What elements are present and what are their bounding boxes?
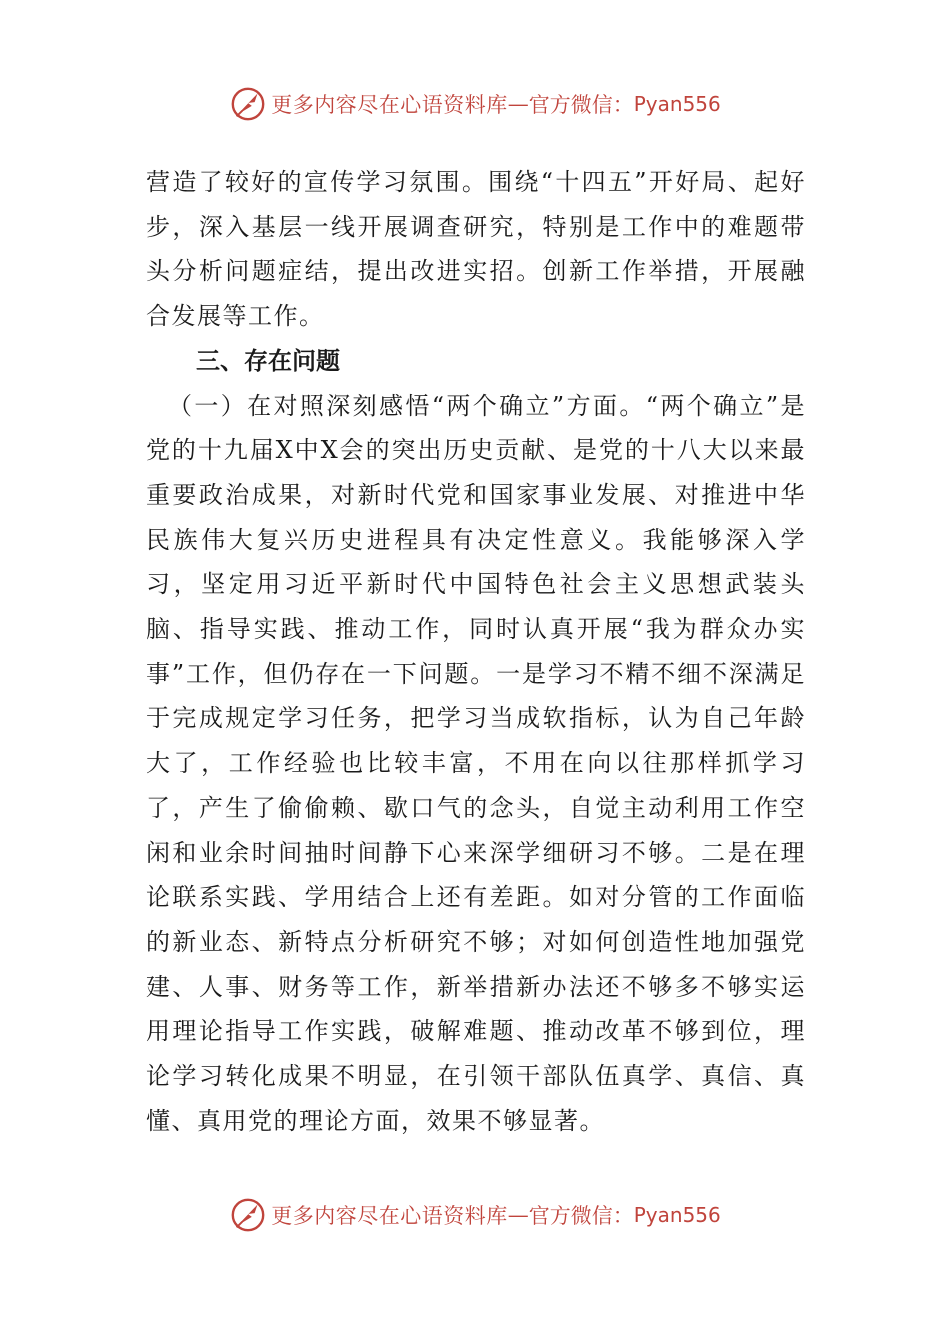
brand-text: 更多内容尽在心语资料库 — [271, 1204, 508, 1228]
feather-pen-logo-icon — [229, 1196, 267, 1234]
document-body — [146, 160, 806, 1143]
section-heading-3: 三、存在问题 — [196, 346, 340, 375]
brand-dash: — — [507, 1203, 529, 1227]
brand-dash: — — [507, 92, 529, 116]
header-banner — [0, 82, 950, 126]
wechat-label: 官方微信： — [528, 1204, 634, 1228]
wechat-id: Pyan556 — [633, 92, 721, 116]
paragraph-2: （一）在对照深刻感悟“两个确立”方面。“两个确立”是党的十九届X中X会的突出历史贡献、是党的十八大以来最重要政治成果，对新时代党和国家事业发展、对推进中华民族伟大复兴历史进程具有决定性意义。我能够深入学习，坚定用习近平新时代中国特色社会主义思想武装头脑、指导实践、推动工作，同时认真开展“我为群众办实事”工作，但仍存在一下问题。一是学习不精不细不深满足于完成规定学习任务，把学习当成软指标，认为自己年龄大了，工作经验也比较丰富，不用在向以往那样抓学习了，产生了偷偷赖、歇口气的念头，自觉主动利用工作空闲和业余时间抽时间静下心来深学细研习不够。二是在理论联系实践、学用结合上还有差距。如对分管的工作面临的新业态、新特点分析研究不够；对如何创造性地加强党建、人事、财务等工作，新举措新办法还不够多不够实运用理论指导工作实践，破解难题、推动改革不够到位，理论学习转化成果不明显，在引领干部队伍真学、真信、真懂、真用党的理论方面，效果不够显著。 — [146, 391, 806, 1135]
paragraph-1: 营造了较好的宣传学习氛围。围绕“十四五”开好局、起好步，深入基层一线开展调查研究，特别是工作中的难题带头分析问题症结，提出改进实招。创新工作举措，开展融合发展等工作。 — [146, 168, 806, 331]
wechat-label: 官方微信： — [528, 93, 634, 117]
feather-pen-logo-icon — [229, 85, 267, 123]
wechat-id: Pyan556 — [633, 1203, 721, 1227]
footer-banner — [0, 1193, 950, 1237]
brand-text: 更多内容尽在心语资料库 — [271, 93, 508, 117]
